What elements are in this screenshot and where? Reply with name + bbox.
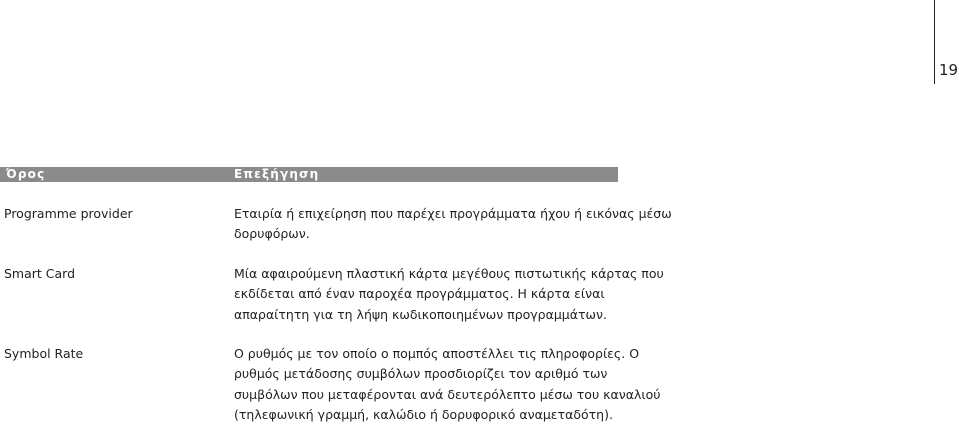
definition-line: (τηλεφωνική γραμμή, καλώδιο ή δορυφορικό αναμεταδότη).	[234, 407, 613, 423]
term-programme-provider: Programme provider	[4, 206, 133, 221]
definition-line: εκδίδεται από έναν παροχέα προγράμματος. Η κάρτα είναι	[234, 286, 605, 302]
glossary-table-header	[0, 167, 618, 182]
definition-symbol-rate	[234, 344, 661, 426]
header-explanation: Επεξήγηση	[234, 167, 320, 181]
header-term: Όρος	[6, 167, 46, 181]
definition-line: Μία αφαιρούμενη πλαστική κάρτα μεγέθους πιστωτικής κάρτας που	[234, 266, 664, 281]
definition-line: συμβόλων που μεταφέρονται ανά δευτερόλεπτο μέσω του καναλιού	[234, 386, 661, 402]
definition-line: απαραίτητη για τη λήψη κωδικοποιημένων προγραμμάτων.	[234, 306, 607, 322]
definition-line: Ο ρυθμός με τον οποίο ο πομπός αποστέλλει τις πληροφορίες. Ο	[234, 346, 640, 361]
definition-programme-provider	[234, 204, 672, 245]
definition-line: δορυφόρων.	[234, 226, 310, 242]
term-symbol-rate: Symbol Rate	[4, 346, 84, 361]
term-smart-card: Smart Card	[4, 266, 76, 281]
page-edge-rule	[934, 0, 935, 84]
definition-line: ρυθμός μετάδοσης συμβόλων προσδιορίζει τον αριθμό των	[234, 366, 608, 382]
page-number: 19	[939, 61, 959, 79]
definition-smart-card	[234, 264, 664, 325]
definition-line: Εταιρία ή επιχείρηση που παρέχει προγράμματα ήχου ή εικόνας μέσω	[234, 206, 672, 221]
